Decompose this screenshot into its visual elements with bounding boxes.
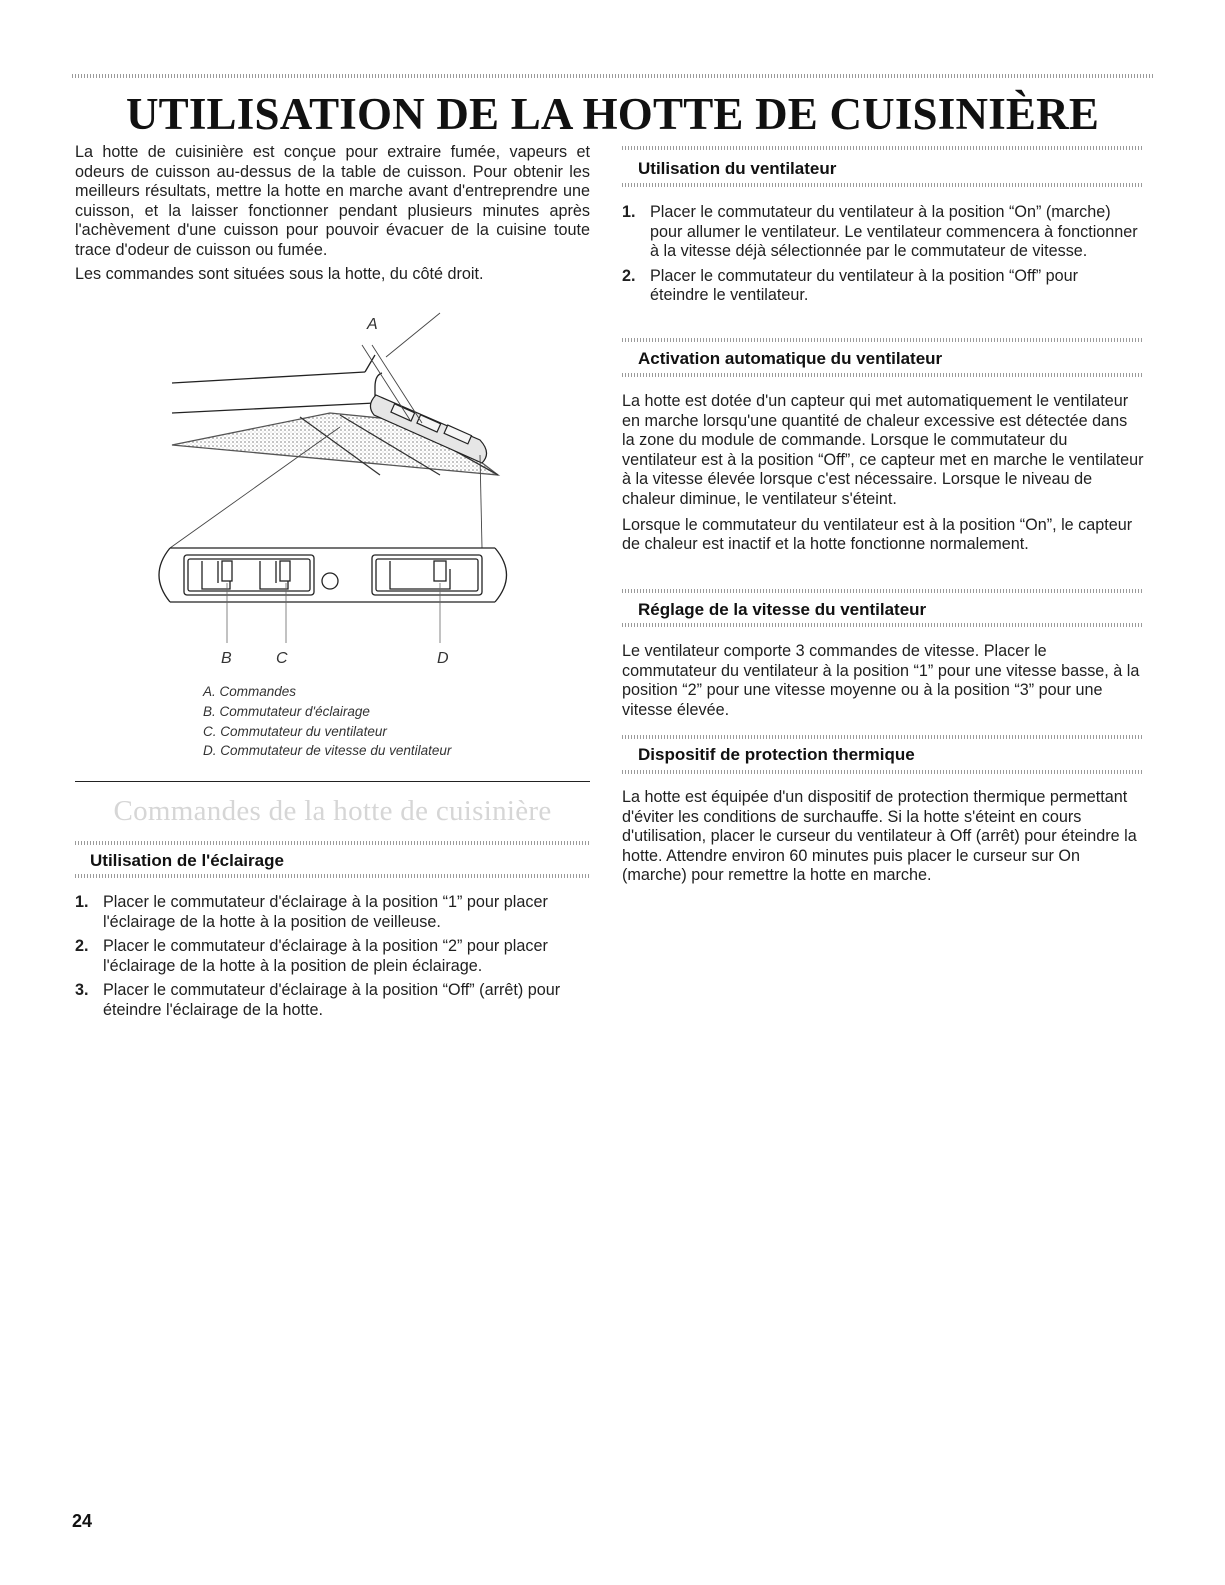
callout-d: D	[437, 650, 449, 667]
callout-lines	[227, 583, 440, 643]
lighting-heading: Utilisation de l'éclairage	[90, 851, 284, 870]
fan-use-steps	[622, 203, 1140, 306]
legend-item-b: B. Commutateur d'éclairage	[203, 704, 370, 719]
auto-fan-rule-top	[622, 338, 1144, 342]
step-text: Placer le commutateur d'éclairage à la position “1” pour placer l'éclairage de la hotte à la position de veilleuse.	[103, 893, 548, 931]
step-text: Placer le commutateur d'éclairage à la position “Off” (arrêt) pour éteindre l'éclairage de la hotte.	[103, 981, 561, 1019]
auto-fan-paragraph-1: La hotte est dotée d'un capteur qui met automatiquement le ventilateur en marche lorsqu'une quantité de chaleur excessive est détectée dans la zone du module de commande. Lorsque le commutateur du ventilateur est à la position “Off”, ce capteur met en marche le ventilateur à la vitesse élevée lorsque c'est nécessaire. Lorsque le niveau de chaleur diminue, le ventilateur s'éteint.	[622, 392, 1144, 508]
thermal-rule-bottom	[622, 770, 1144, 774]
section-divider	[75, 781, 590, 782]
page-title: UTILISATION DE LA HOTTE DE CUISINIÈRE	[125, 89, 1100, 139]
fan-use-rule-top	[622, 146, 1144, 150]
legend-item-a: A. Commandes	[203, 684, 297, 699]
auto-fan-rule-bottom	[622, 373, 1144, 377]
thermal-paragraph: La hotte est équipée d'un dispositif de protection thermique permettant d'éviter les conditions de surchauffe. Si la hotte s'éteint en cours d'utilisation, placer le curseur du ventilateur à Off (arrêt) pour éteindre la hotte. Attendre environ 60 minutes puis placer le curseur sur On (marche) pour remettre la hotte en marche.	[622, 788, 1137, 885]
step-text: Placer le commutateur d'éclairage à la position “2” pour placer l'éclairage de la hotte à la position de plein éclairage.	[103, 937, 548, 975]
callout-c: C	[276, 650, 288, 667]
speed-rule-top	[622, 589, 1144, 593]
lighting-step-2	[75, 937, 585, 976]
step-text: Placer le commutateur du ventilateur à la position “Off” pour éteindre le ventilateur.	[650, 266, 1078, 305]
step-number: 2.	[75, 937, 89, 956]
fan-use-step-2	[622, 267, 1140, 306]
top-rule	[72, 74, 1154, 78]
speed-heading: Réglage de la vitesse du ventilateur	[638, 600, 927, 619]
control-panel-closeup	[159, 548, 507, 602]
step-number: 2.	[622, 266, 636, 285]
page-number: 24	[72, 1511, 93, 1531]
fan-use-heading: Utilisation du ventilateur	[638, 159, 837, 178]
hood-controls-illustration	[140, 305, 530, 645]
auto-fan-paragraph-2: Lorsque le commutateur du ventilateur est à la position “On”, le capteur de chaleur est inactif et la hotte fonctionne normalement.	[622, 515, 1133, 554]
callout-a: A	[367, 316, 378, 333]
fan-use-step-1	[622, 203, 1140, 262]
lighting-rule-bottom	[75, 874, 590, 878]
intro-section	[75, 143, 590, 284]
hood-body	[172, 355, 498, 475]
speed-section	[622, 642, 1144, 720]
lighting-steps	[75, 893, 585, 1021]
thermal-rule-top	[622, 735, 1144, 739]
legend-item-d: D. Commutateur de vitesse du ventilateur	[203, 743, 452, 758]
auto-fan-section	[622, 392, 1144, 555]
intro-controls-location: Les commandes sont situées sous la hotte, du côté droit.	[75, 264, 484, 283]
lighting-step-3	[75, 981, 585, 1020]
thermal-heading: Dispositif de protection thermique	[638, 745, 915, 764]
speed-paragraph: Le ventilateur comporte 3 commandes de vitesse. Placer le commutateur du ventilateur à la position “1” pour une vitesse basse, à la position “2” pour une vitesse moyenne ou à la position “3” pour une vitesse élevée.	[622, 642, 1140, 719]
step-number: 1.	[622, 203, 636, 221]
lighting-rule-top	[75, 841, 590, 845]
lighting-step-1	[75, 893, 585, 932]
fan-use-rule-bottom	[622, 183, 1144, 187]
step-number: 3.	[75, 981, 89, 1000]
controls-section-heading: Commandes de la hotte de cuisinière	[113, 795, 552, 827]
thermal-section	[622, 788, 1144, 886]
intro-paragraph: La hotte de cuisinière est conçue pour extraire fumée, vapeurs et odeurs de cuisson au-dessus de la table de cuisson. Pour obtenir les meilleurs résultats, mettre la hotte en marche avant d'entreprendre une cuisson, et la laisser fonctionner pendant plusieurs minutes après l'achèvement d'une cuisson pour pouvoir évacuer de la cuisine toute trace d'odeur de cuisson ou fumée.	[75, 143, 590, 259]
auto-fan-heading: Activation automatique du ventilateur	[638, 349, 943, 368]
speed-rule-bottom	[622, 623, 1144, 627]
step-text: Placer le commutateur du ventilateur à la position “On” (marche) pour allumer le ventilateur. Le ventilateur commencera à fonctionner à la vitesse déjà sélectionnée par le commutateur de vitesse.	[650, 203, 1138, 261]
heat-sensor	[322, 573, 338, 589]
legend-item-c: C. Commutateur du ventilateur	[203, 724, 387, 739]
step-number: 1.	[75, 893, 89, 911]
callout-b: B	[221, 650, 232, 667]
